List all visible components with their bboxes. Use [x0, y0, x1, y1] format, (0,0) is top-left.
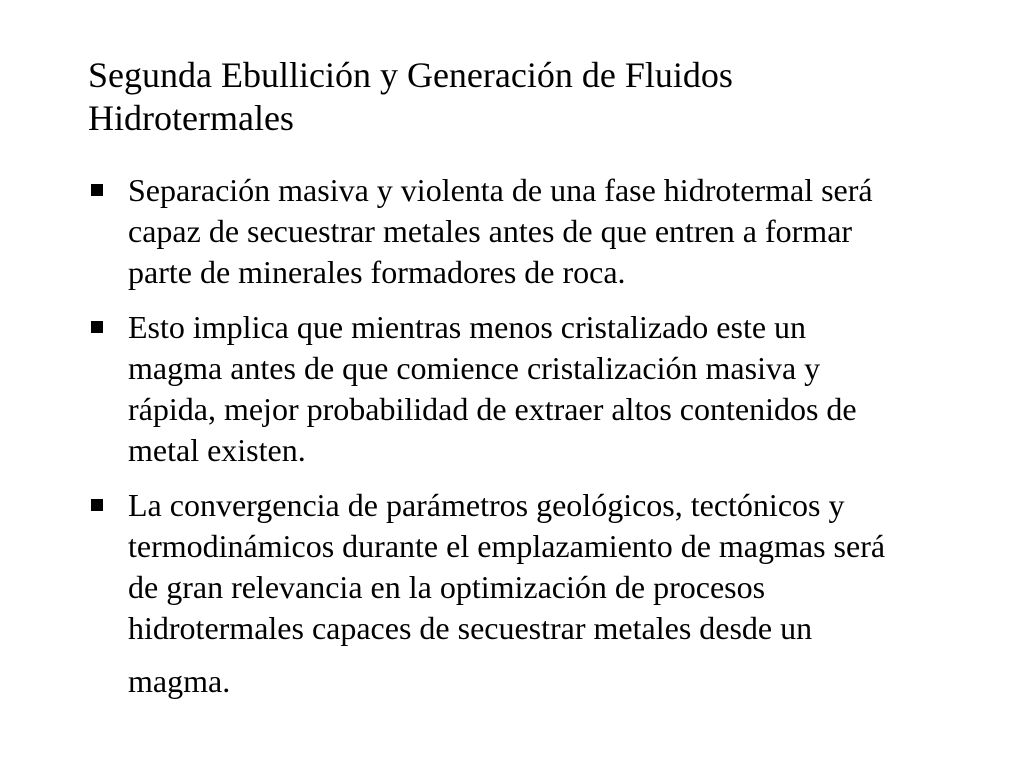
bullet-item — [90, 307, 950, 471]
bullet-line: hidrotermales capaces de secuestrar metales desde un — [128, 610, 813, 646]
bullet-text — [128, 170, 950, 293]
bullet-list — [90, 170, 950, 702]
bullet-text — [128, 307, 950, 471]
bullet-line: parte de minerales formadores de roca. — [128, 254, 626, 290]
bullet-line: termodinámicos durante el emplazamiento de magmas será — [128, 528, 886, 564]
square-bullet-icon — [91, 499, 103, 511]
bullet-line: La convergencia de parámetros geológicos, tectónicos y — [128, 487, 845, 523]
bullet-line: rápida, mejor probabilidad de extraer altos contenidos de — [128, 391, 857, 427]
square-bullet-icon — [91, 321, 103, 333]
slide-title-line: Hidrotermales — [88, 98, 294, 138]
bullet-line: Esto implica que mientras menos cristalizado este un — [128, 309, 807, 345]
square-bullet-icon — [91, 184, 103, 196]
bullet-line: de gran relevancia en la optimización de procesos — [128, 569, 766, 605]
bullet-text — [128, 485, 950, 702]
bullet-item — [90, 170, 950, 293]
bullet-line: capaz de secuestrar metales antes de que entren a formar — [128, 213, 853, 249]
bullet-line: Separación masiva y violenta de una fase hidrotermal será — [128, 172, 873, 208]
slide-title-line: Segunda Ebullición y Generación de Fluidos — [88, 55, 733, 95]
slide-title — [88, 54, 948, 140]
bullet-line: magma antes de que comience cristalización masiva y — [128, 350, 821, 386]
bullet-line: metal existen. — [128, 432, 306, 468]
bullet-item — [90, 485, 950, 702]
bullet-line: magma. — [128, 663, 231, 699]
